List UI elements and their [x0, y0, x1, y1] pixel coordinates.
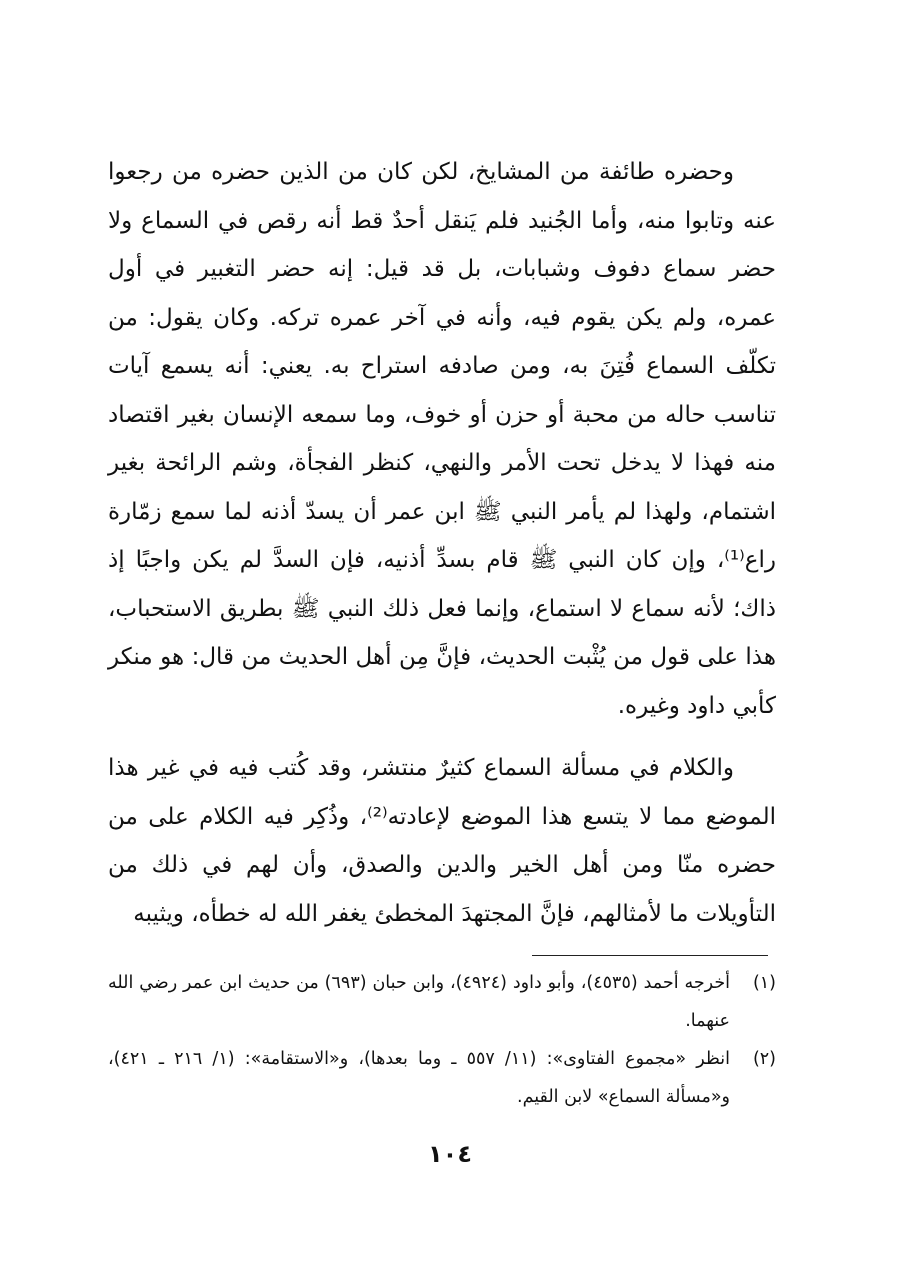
footnote-2-number: (٢)	[752, 1049, 776, 1069]
footnote-1	[108, 964, 776, 1040]
footnote-2	[108, 1040, 776, 1116]
footnote-1-text: أخرجه أحمد (٤٥٣٥)، وأبو داود (٤٩٢٤)، وابن حبان (٦٩٣) من حديث ابن عمر رضي الله عنهما.	[108, 973, 731, 1031]
footnotes	[108, 964, 776, 1116]
footnote-1-number: (١)	[752, 973, 776, 993]
page-number: ١٠٤	[428, 1140, 472, 1168]
paragraph-2: والكلام في مسألة السماع كثيرٌ منتشر، وقد كُتب فيه في غير هذا الموضع مما لا يتسع هذا الموضع لإعادته⁽²⁾، وذُكِر فيه الكلام على من حضره منّا ومن أهل الخير والدين والصدق، وأن لهم في ذلك من التأويلات ما لأمثالهم، فإنَّ المجتهدَ المخطئ يغفر الله له خطأه، ويثيبه	[108, 755, 776, 927]
paragraph-1: وحضره طائفة من المشايخ، لكن كان من الذين حضره من رجعوا عنه وتابوا منه، وأما الجُنيد فلم يَنقل أحدٌ قط أنه رقص في السماع ولا حضر سماع دفوف وشبابات، بل قد قيل: إنه حضر التغبير في أول عمره، ولم يكن يقوم فيه، وأنه في آخر عمره تركه. وكان يقول: من تكلّف السماع فُتِنَ به، ومن صادفه استراح به. يعني: أنه يسمع آيات تناسب حاله من محبة أو حزن أو خوف، وما سمعه الإنسان بغير اقتصاد منه فهذا لا يدخل تحت الأمر والنهي، كنظر الفجأة، وشم الرائحة بغير اشتمام، ولهذا لم يأمر النبي ﷺ ابن عمر أن يسدّ أذنه لما سمع زمّارة راع⁽¹⁾، وإن كان النبي ﷺ قام بسدِّ أذنيه، فإن السدَّ لم يكن واجبًا إذ ذاك؛ لأنه سماع لا استماع، وإنما فعل ذلك النبي ﷺ بطريق الاستحباب، هذا على قول من يُثْبت الحديث، فإنَّ مِن أهل الحديث من قال: هو منكر كأبي داود وغيره.	[108, 159, 776, 719]
main-text	[108, 148, 776, 938]
footnote-separator	[532, 955, 768, 956]
footnote-2-text: انظر «مجموع الفتاوى»: (١١/ ٥٥٧ ـ وما بعدها)، و«الاستقامة»: (١/ ٢١٦ ـ ٤٢١)، و«مسألة السماع» لابن القيم.	[108, 1049, 730, 1107]
